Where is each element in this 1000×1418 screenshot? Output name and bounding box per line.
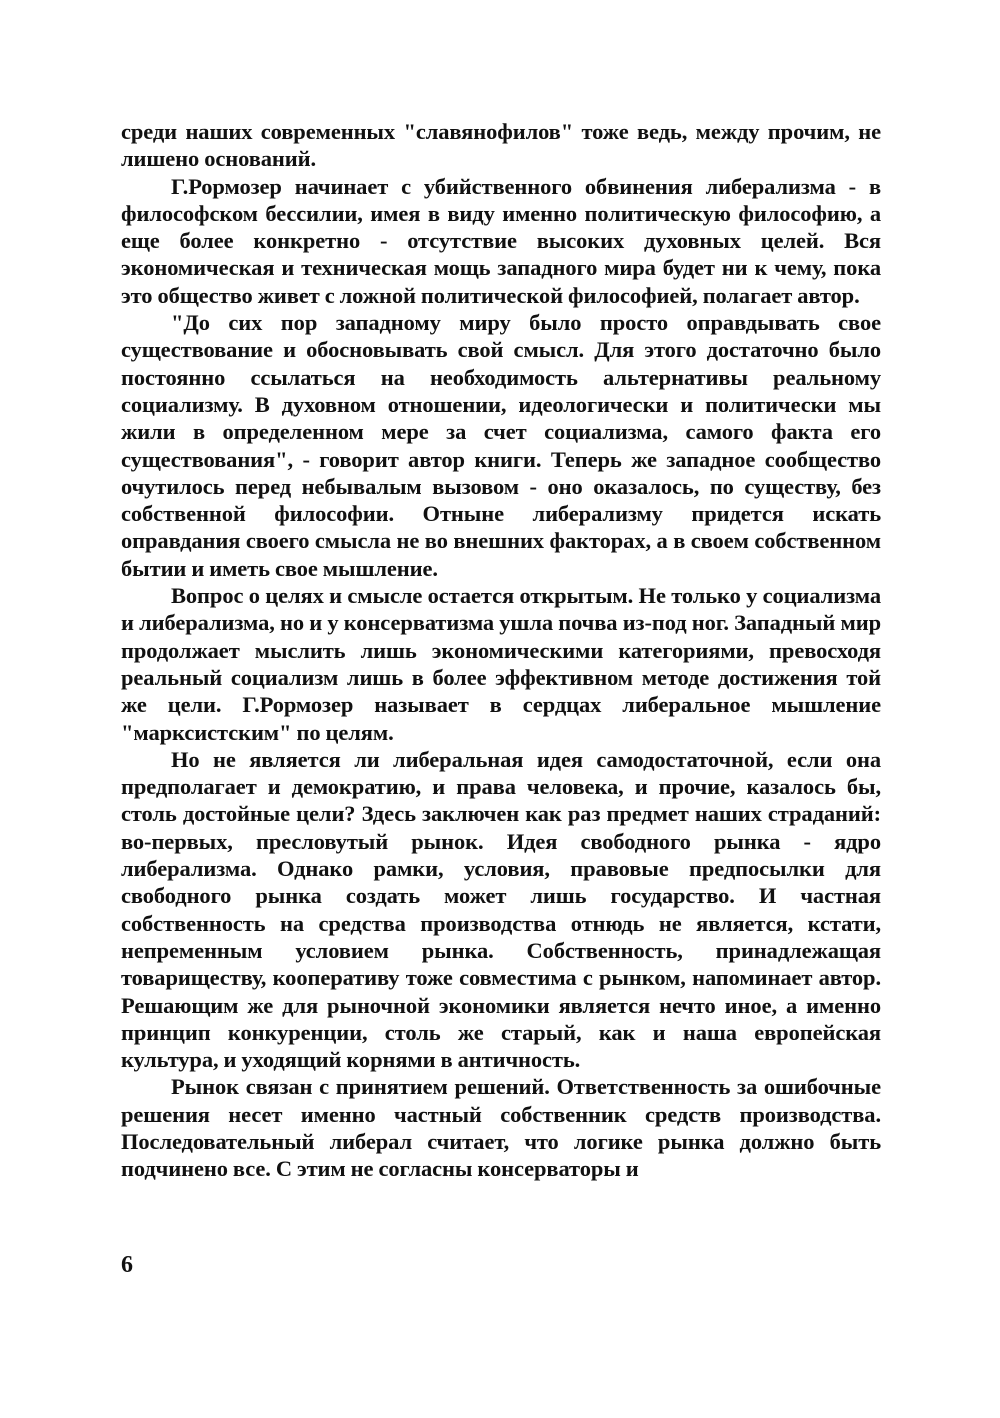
page-number: 6	[121, 1252, 133, 1278]
paragraph-6: Рынок связан с принятием решений. Ответственность за ошибочные решения несет именно частный собственник средств производства. Последовательный либерал считает, что логике рынка должно быть подчинено все. С этим не согласны консерваторы и	[121, 1074, 881, 1182]
paragraph-5: Но не является ли либеральная идея самодостаточной, если она предполагает и демократию, и права человека, и прочие, казалось бы, столь достойные цели? Здесь заключен как раз предмет наших страданий: во-первых, пресловутый рынок. Идея свободного рынка - ядро либерализма. Однако рамки, условия, правовые предпосылки для свободного рынка создать может лишь государство. И частная собственность на средства производства отнюдь не является, кстати, непременным условием рынка. Собственность, принадлежащая товариществу, кооперативу тоже совместима с рынком, напоминает автор. Решающим же для рыночной экономики является нечто иное, а именно принцип конкуренции, столь же старый, как и наша европейская культура, и уходящий корнями в античность.	[121, 746, 881, 1073]
paragraph-3: "До сих пор западному миру было просто оправдывать свое существование и обосновывать свой смысл. Для этого достаточно было постоянно ссылаться на необходимость альтернативы реальному социализму. В духовном отношении, идеологически и политически мы жили в определенном мере за счет социализма, самого факта его существования", - говорит автор книги. Теперь же западное сообщество очутилось перед небывалым вызовом - оно оказалось, по существу, без собственной философии. Отныне либерализму придется искать оправдания своего смысла не во внешних факторах, а в своем собственном бытии и иметь свое мышление.	[121, 310, 881, 581]
paragraph-2: Г.Рормозер начинает с убийственного обвинения либерализма - в философском бессилии, имея в виду именно политическую философию, а еще более конкретно - отсутствие высоких духовных целей. Вся экономическая и техническая мощь западного мира будет ни к чему, пока это общество живет с ложной политической философией, полагает автор.	[121, 173, 881, 308]
paragraph-4: Вопрос о целях и смысле остается открытым. Не только у социализма и либерализма, но и у консерватизма ушла почва из-под ног. Западный мир продолжает мыслить лишь экономическими категориями, превосходя реальный социализм лишь в более эффективном методе достижения той же цели. Г.Рормозер называет в сердцах либеральное мышление "марксистским" по целям.	[121, 583, 881, 745]
paragraph-1: среди наших современных "славянофилов" тоже ведь, между прочим, не лишено оснований.	[121, 119, 881, 172]
page-body	[121, 118, 881, 1183]
